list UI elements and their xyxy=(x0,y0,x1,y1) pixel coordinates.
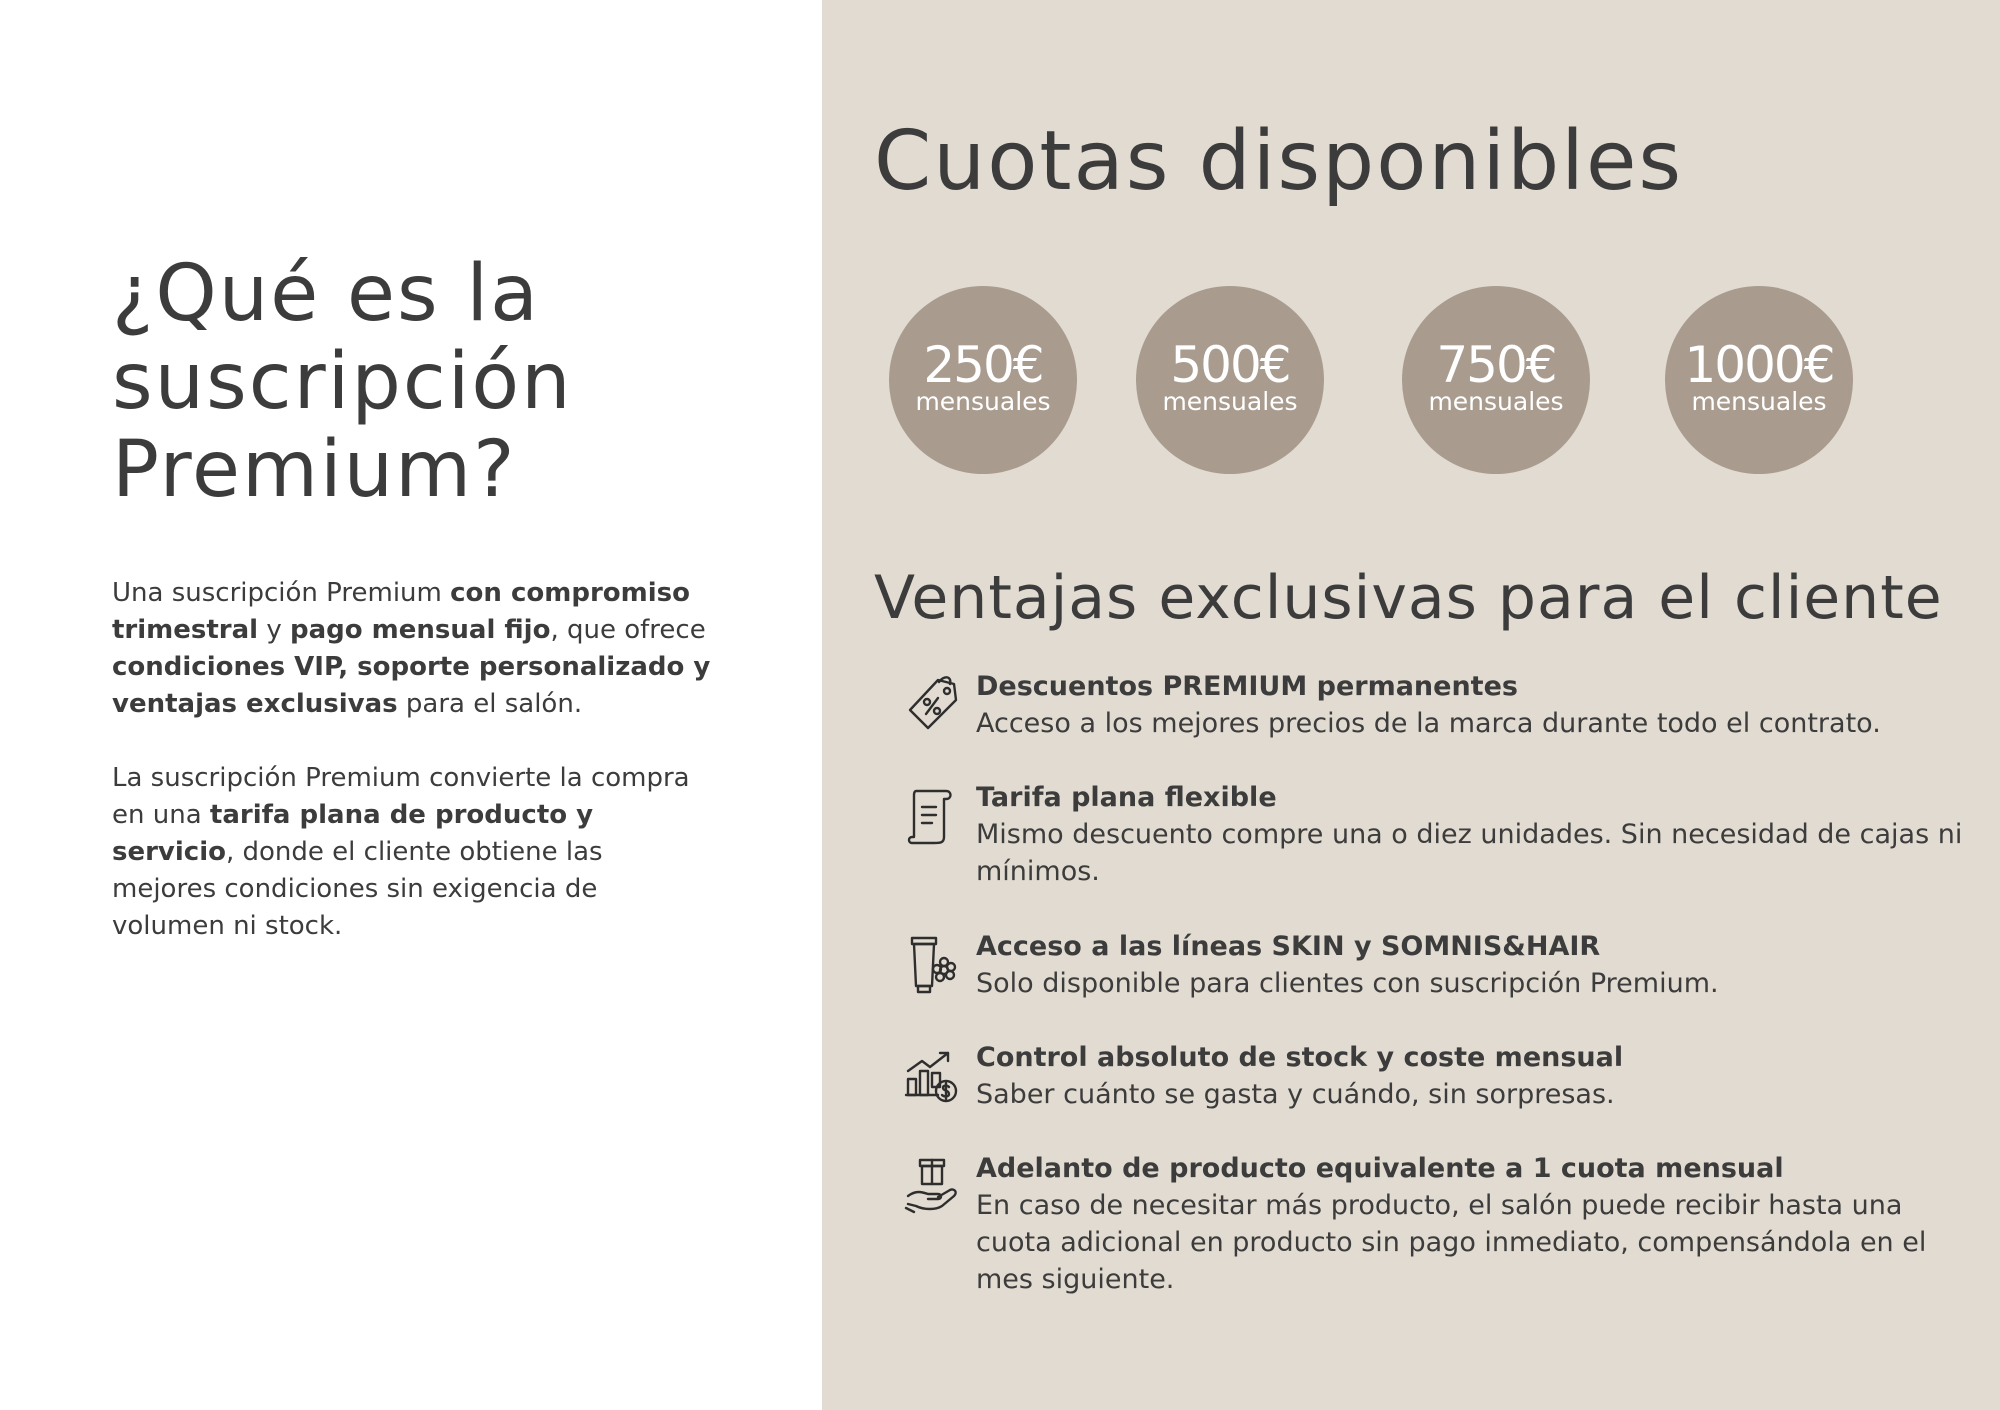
benefit-text xyxy=(976,668,1976,742)
description-paragraph-1 xyxy=(112,575,712,723)
benefit-text xyxy=(976,928,1976,1002)
left-panel xyxy=(0,0,822,1410)
fee-amount: 750€ xyxy=(1436,336,1556,394)
p2-text-2: , donde el cliente obtiene las mejores condiciones sin exigencia de volumen ni stock. xyxy=(112,837,603,941)
page-title xyxy=(112,250,732,514)
benefit-description: Acceso a los mejores precios de la marca durante todo el contrato. xyxy=(976,708,1881,739)
p1-bold-3: condiciones VIP, soporte personalizado y ventajas exclusivas xyxy=(112,652,711,719)
fee-period: mensuales xyxy=(1428,387,1564,416)
fee-circle-500 xyxy=(1136,286,1324,474)
benefit-title: Adelanto de producto equivalente a 1 cuota mensual xyxy=(976,1153,1784,1184)
benefit-title: Acceso a las líneas SKIN y SOMNIS&HAIR xyxy=(976,931,1601,962)
benefit-description: Mismo descuento compre una o diez unidades. Sin necesidad de cajas ni mínimos. xyxy=(976,819,1963,887)
fee-amount: 250€ xyxy=(923,336,1043,394)
benefit-title: Control absoluto de stock y coste mensual xyxy=(976,1042,1624,1073)
p1-bold-2: pago mensual fijo xyxy=(290,615,551,645)
fee-period: mensuales xyxy=(1162,387,1298,416)
p1-bold-1: con compromiso trimestral xyxy=(112,578,690,645)
discount-tag-icon xyxy=(904,674,960,736)
title-line-2: suscripción xyxy=(112,337,573,427)
benefit-description: Solo disponible para clientes con suscripción Premium. xyxy=(976,968,1719,999)
scroll-document-icon xyxy=(904,785,960,847)
benefit-text xyxy=(976,1039,1976,1113)
fee-circles xyxy=(822,282,2000,478)
benefit-description: Saber cuánto se gasta y cuándo, sin sorpresas. xyxy=(976,1079,1615,1110)
benefits-title: Ventajas exclusivas para el cliente xyxy=(874,563,1943,633)
p2-bold-1: tarifa plana de producto y servicio xyxy=(112,800,594,867)
right-panel xyxy=(822,0,2000,1410)
title-line-3: Premium? xyxy=(112,425,517,515)
fee-period: mensuales xyxy=(1691,387,1827,416)
fee-circle-750 xyxy=(1402,286,1590,474)
fee-amount: 500€ xyxy=(1170,336,1290,394)
p1-text-2: y xyxy=(258,615,290,645)
benefit-title: Tarifa plana flexible xyxy=(976,782,1277,813)
fee-amount: 1000€ xyxy=(1684,336,1834,394)
cosmetic-tube-flower-icon xyxy=(904,934,960,996)
fee-circle-1000 xyxy=(1665,286,1853,474)
benefit-title: Descuentos PREMIUM permanentes xyxy=(976,671,1518,702)
description-paragraph-2 xyxy=(112,760,712,945)
description xyxy=(112,575,712,982)
hand-gift-icon xyxy=(904,1156,960,1218)
p1-text-1: Una suscripción Premium xyxy=(112,578,451,608)
fee-period: mensuales xyxy=(915,387,1051,416)
fees-title: Cuotas disponibles xyxy=(874,114,1684,209)
p2-text-1: La suscripción Premium convierte la compra en una xyxy=(112,763,690,830)
title-line-1: ¿Qué es la xyxy=(112,249,540,339)
benefit-text xyxy=(976,1150,1976,1298)
growth-chart-dollar-icon xyxy=(904,1045,960,1107)
fee-circle-250 xyxy=(889,286,1077,474)
benefit-text xyxy=(976,779,1976,890)
p1-text-3: , que ofrece xyxy=(550,615,706,645)
benefit-description: En caso de necesitar más producto, el salón puede recibir hasta una cuota adicional en producto sin pago inmediato, compensándola en el mes siguiente. xyxy=(976,1190,1927,1295)
p1-text-4: para el salón. xyxy=(397,689,583,719)
